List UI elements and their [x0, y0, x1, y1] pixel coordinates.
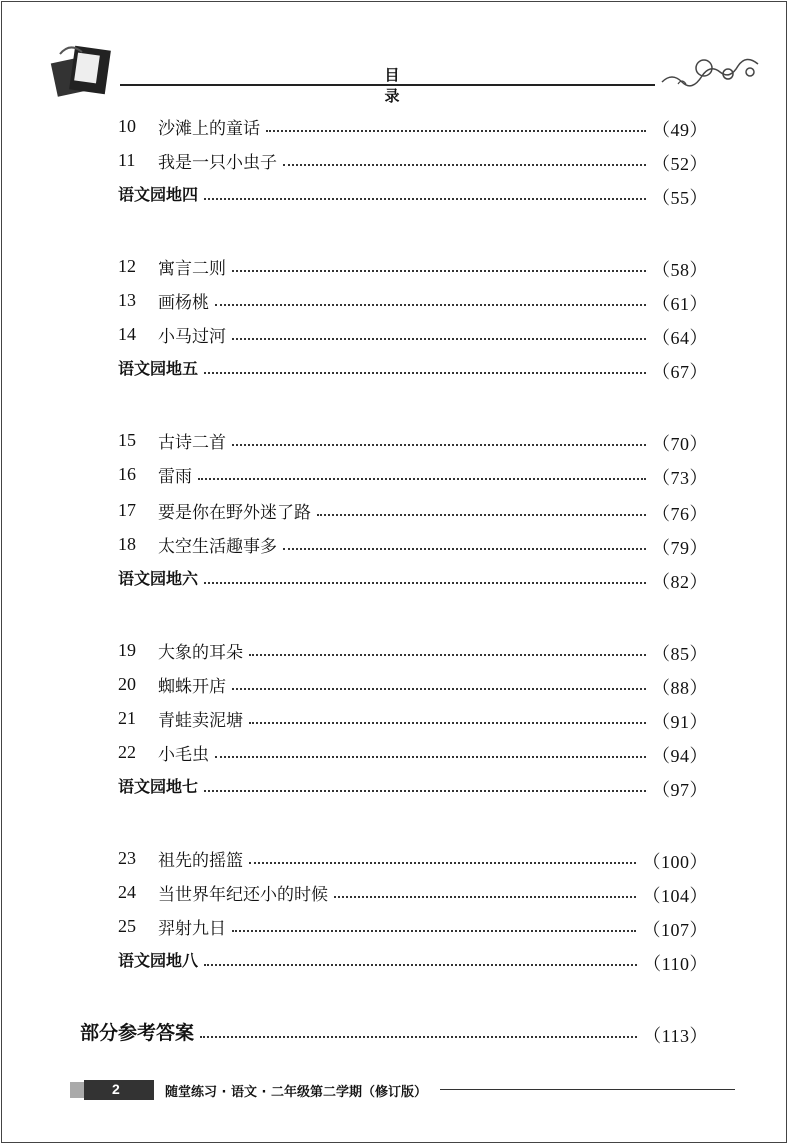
- toc-leader-dots: [232, 444, 646, 446]
- toc-leader-dots: [249, 722, 646, 724]
- toc-leader-dots: [232, 338, 646, 340]
- toc-leader-dots: [232, 270, 646, 272]
- toc-entry-lesson: [118, 254, 708, 280]
- toc-entry-page: （91）: [652, 712, 708, 732]
- toc-leader-dots: [249, 654, 646, 656]
- toc-entry-lesson: [118, 914, 708, 940]
- toc-entry-page: （94）: [652, 746, 708, 766]
- toc-entry-lesson: [118, 740, 708, 766]
- toc-entry-number: 13: [118, 290, 136, 310]
- toc-entry-title: 雷雨: [158, 462, 194, 487]
- toc-entry-title: 部分参考答案: [80, 1018, 196, 1045]
- toc-entry-lesson: [118, 706, 708, 732]
- toc-entry-title: 语文园地八: [118, 948, 200, 971]
- footer-shade: [70, 1082, 84, 1098]
- toc-entry-page: （82）: [652, 572, 708, 592]
- toc-leader-dots: [232, 930, 636, 932]
- ornament-flourish-icon: [658, 54, 768, 94]
- toc-entry-page: （107）: [642, 920, 708, 940]
- toc-entry-lesson: [118, 114, 708, 140]
- toc-entry-garden: [118, 356, 708, 382]
- toc-entry-number: 16: [118, 464, 136, 484]
- toc-entry-lesson: [118, 288, 708, 314]
- toc-entry-lesson: [118, 498, 708, 524]
- toc-leader-dots: [215, 304, 646, 306]
- toc-entry-garden: [118, 948, 708, 974]
- toc-entry-title: 语文园地六: [118, 566, 200, 589]
- toc-entry-garden: [118, 182, 708, 208]
- toc-entry-number: 24: [118, 882, 136, 902]
- toc-leader-dots: [204, 582, 646, 584]
- toc-entry-page: （73）: [652, 468, 708, 488]
- toc-entry-number: 21: [118, 708, 136, 728]
- toc-leader-dots: [204, 964, 637, 966]
- toc-entry-title: 小马过河: [158, 322, 228, 347]
- toc-entry-number: 15: [118, 430, 136, 450]
- book-stack-icon: [50, 40, 118, 98]
- toc-entry-lesson: [118, 672, 708, 698]
- toc-entry-number: 25: [118, 916, 136, 936]
- toc-entry-page: （100）: [642, 852, 708, 872]
- toc-entry-garden: [118, 774, 708, 800]
- toc-leader-dots: [334, 896, 636, 898]
- toc-entry-number: 14: [118, 324, 136, 344]
- toc-entry-title: 太空生活趣事多: [158, 532, 279, 557]
- toc-entry-page: （61）: [652, 294, 708, 314]
- toc-leader-dots: [249, 862, 636, 864]
- toc-entry-title: 青蛙卖泥塘: [158, 706, 245, 731]
- toc-entry-lesson: [118, 638, 708, 664]
- toc-leader-dots: [204, 372, 646, 374]
- toc-leader-dots: [200, 1036, 637, 1038]
- toc-entry-title: 语文园地四: [118, 182, 200, 205]
- page-number: 2: [112, 1081, 120, 1097]
- toc-entry-page: （113）: [643, 1026, 708, 1046]
- footer-rule: [440, 1089, 735, 1090]
- toc-entry-page: （58）: [652, 260, 708, 280]
- toc-leader-dots: [215, 756, 646, 758]
- toc-entry-page: （64）: [652, 328, 708, 348]
- toc-entry-page: （97）: [652, 780, 708, 800]
- toc-leader-dots: [204, 790, 646, 792]
- toc-entry-page: （88）: [652, 678, 708, 698]
- toc-entry-page: （104）: [642, 886, 708, 906]
- toc-leader-dots: [266, 130, 646, 132]
- toc-entry-page: （85）: [652, 644, 708, 664]
- toc-leader-dots: [232, 688, 646, 690]
- toc-entry-garden: [118, 566, 708, 592]
- toc-entry-page: （52）: [652, 154, 708, 174]
- toc-entry-title: 祖先的摇篮: [158, 846, 245, 871]
- toc-entry-title: 小毛虫: [158, 740, 211, 765]
- toc-entry-title: 语文园地五: [118, 356, 200, 379]
- page-title: 目 录: [384, 66, 426, 105]
- toc-entry-page: （67）: [652, 362, 708, 382]
- toc-entry-lesson: [118, 322, 708, 348]
- toc-entry-page: （55）: [652, 188, 708, 208]
- toc-entry-title: 古诗二首: [158, 428, 228, 453]
- footer-book-title: 随堂练习 · 语文 · 二年级第二学期（修订版）: [165, 1085, 427, 1100]
- toc-leader-dots: [283, 548, 646, 550]
- toc-entry-title: 当世界年纪还小的时候: [158, 880, 330, 905]
- toc-entry-page: （70）: [652, 434, 708, 454]
- toc-entry-number: 22: [118, 742, 136, 762]
- toc-entry-title: 寓言二则: [158, 254, 228, 279]
- toc-leader-dots: [204, 198, 646, 200]
- toc-entry-title: 要是你在野外迷了路: [158, 498, 313, 523]
- toc-entry-title: 我是一只小虫子: [158, 148, 279, 173]
- toc-entry-number: 23: [118, 848, 136, 868]
- toc-entry-title: 大象的耳朵: [158, 638, 245, 663]
- toc-entry-number: 17: [118, 500, 136, 520]
- toc-leader-dots: [283, 164, 646, 166]
- toc-entry-title: 画杨桃: [158, 288, 211, 313]
- page-header: [0, 0, 790, 105]
- toc-entry-title: 语文园地七: [118, 774, 200, 797]
- toc-entry-number: 12: [118, 256, 136, 276]
- toc-entry-lesson: [118, 846, 708, 872]
- toc-entry-number: 10: [118, 116, 136, 136]
- toc-entry-lesson: [118, 880, 708, 906]
- toc-entry-number: 18: [118, 534, 136, 554]
- toc-entry-answers: [80, 1020, 708, 1046]
- toc-entry-title: 羿射九日: [158, 914, 228, 939]
- toc-entry-number: 11: [118, 150, 136, 170]
- toc-leader-dots: [317, 514, 646, 516]
- toc-entry-number: 20: [118, 674, 136, 694]
- toc-leader-dots: [198, 478, 646, 480]
- toc-entry-title: 蜘蛛开店: [158, 672, 228, 697]
- toc-entry-page: （49）: [652, 120, 708, 140]
- toc-entry-title: 沙滩上的童话: [158, 114, 262, 139]
- toc-entry-page: （110）: [643, 954, 708, 974]
- toc-entry-lesson: [118, 148, 708, 174]
- toc-entry-lesson: [118, 462, 708, 488]
- toc-entry-page: （76）: [652, 504, 708, 524]
- toc-entry-number: 19: [118, 640, 136, 660]
- toc-entry-lesson: [118, 428, 708, 454]
- toc-entry-lesson: [118, 532, 708, 558]
- toc-entry-page: （79）: [652, 538, 708, 558]
